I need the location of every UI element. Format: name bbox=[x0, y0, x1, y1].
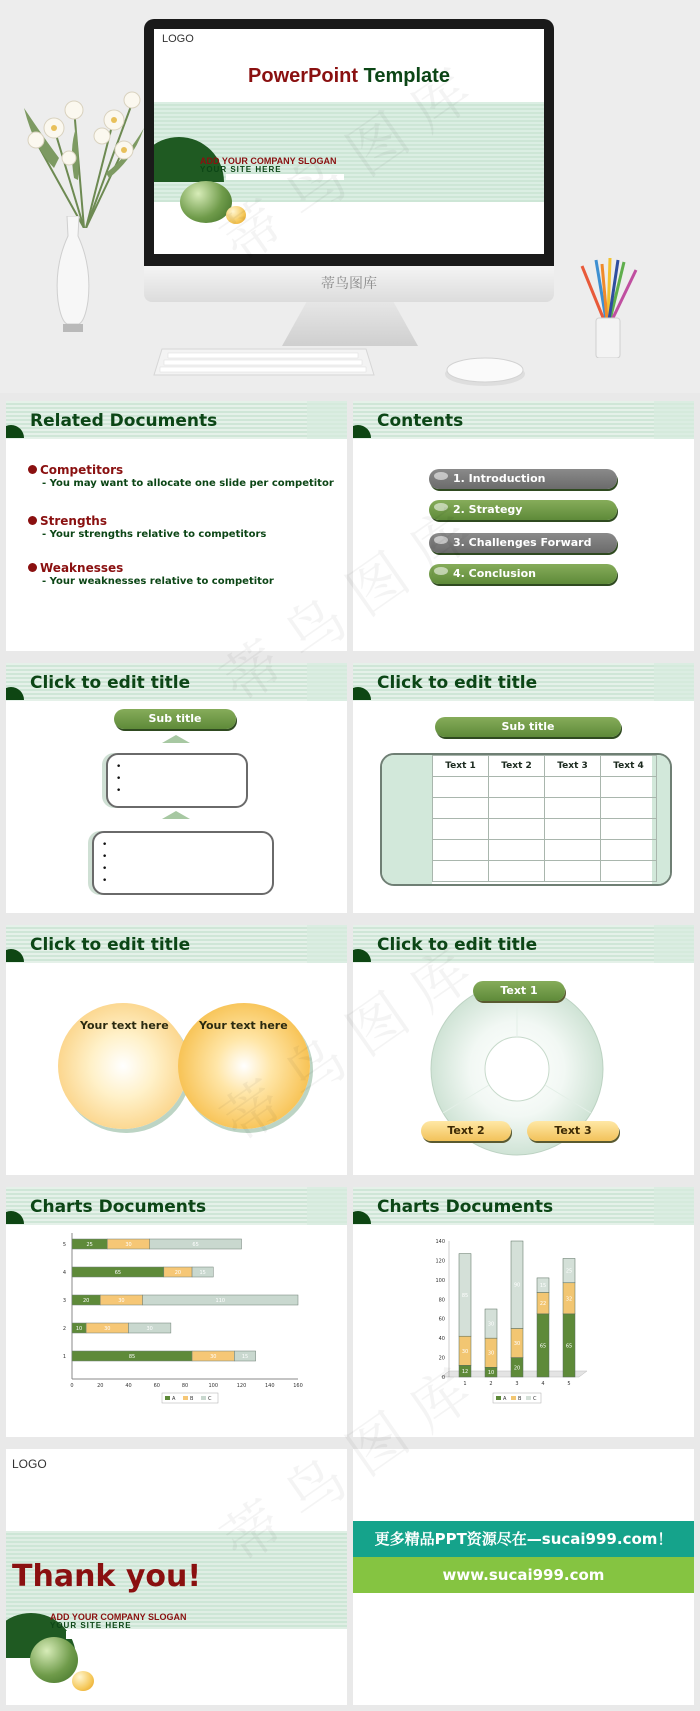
up-arrow-icon bbox=[162, 811, 190, 819]
y-tick-label: 80 bbox=[438, 1297, 445, 1304]
contents-item-challenges[interactable]: 3. Challenges Forward bbox=[429, 533, 617, 553]
slide-flow bbox=[6, 663, 347, 913]
data-label: 30 bbox=[210, 1354, 217, 1360]
final-divider bbox=[66, 1631, 196, 1639]
x-tick-label: 100 bbox=[208, 1383, 219, 1389]
list-item bbox=[28, 463, 334, 489]
ring-label-2[interactable]: Text 2 bbox=[421, 1121, 511, 1141]
monitor-chin: 蒂鸟图库 bbox=[144, 266, 554, 302]
list-item-head: Strengths bbox=[28, 514, 266, 528]
slide-title: Related Documents bbox=[30, 411, 218, 431]
orange-ball bbox=[72, 1671, 94, 1691]
legend-label: B bbox=[518, 1396, 522, 1402]
x-tick-label: 2 bbox=[489, 1381, 493, 1387]
contents-item-introduction[interactable]: 1. Introduction bbox=[429, 469, 617, 489]
data-label: 15 bbox=[199, 1270, 206, 1276]
hero-mockup bbox=[0, 0, 700, 393]
table-header-cell: Text 2 bbox=[489, 756, 545, 777]
data-label: 15 bbox=[539, 1283, 547, 1290]
data-label: 30 bbox=[461, 1348, 469, 1355]
green-ball bbox=[180, 181, 232, 223]
table-header-cell: Text 3 bbox=[545, 756, 601, 777]
data-label: 30 bbox=[146, 1326, 153, 1332]
data-label: 10 bbox=[75, 1326, 83, 1332]
screen-slogan: ADD YOUR COMPANY SLOGAN bbox=[200, 156, 337, 166]
pencil-cup-illustration bbox=[574, 258, 644, 358]
table-row bbox=[433, 861, 657, 882]
slide-ring bbox=[353, 925, 694, 1175]
slide-title: Charts Documents bbox=[377, 1197, 554, 1217]
bullet-item bbox=[102, 875, 272, 887]
data-label: 25 bbox=[565, 1268, 573, 1275]
bullet-icon bbox=[28, 465, 37, 474]
list-item-sub: - Your strengths relative to competitors bbox=[42, 529, 267, 540]
y-tick-label: 60 bbox=[438, 1316, 445, 1323]
y-tick-label: 1 bbox=[62, 1354, 66, 1360]
up-arrow-icon bbox=[162, 735, 190, 743]
bullet-item bbox=[102, 839, 272, 851]
table-header-cell: Text 1 bbox=[433, 756, 489, 777]
contents-item-strategy[interactable]: 2. Strategy bbox=[429, 500, 617, 520]
bullet-item bbox=[102, 863, 272, 875]
green-ball bbox=[30, 1637, 78, 1683]
table-header-row bbox=[433, 756, 657, 777]
data-label: 20 bbox=[82, 1298, 90, 1304]
data-label: 65 bbox=[539, 1343, 547, 1350]
slide-thank-you bbox=[6, 1449, 347, 1705]
subtitle-pill[interactable]: Sub title bbox=[114, 709, 236, 729]
data-label: 30 bbox=[487, 1321, 495, 1328]
bullet-item bbox=[102, 851, 272, 863]
column-chart bbox=[353, 1227, 694, 1437]
bullet-item bbox=[116, 761, 246, 773]
table-grid bbox=[432, 755, 657, 882]
x-tick-label: 4 bbox=[541, 1381, 545, 1387]
screen-title-part2: Template bbox=[363, 65, 450, 87]
bullet-icon bbox=[28, 516, 37, 525]
data-label: 32 bbox=[565, 1296, 573, 1303]
data-label: 30 bbox=[104, 1326, 111, 1332]
promo-banner-text[interactable]: 更多精品PPT资源尽在—sucai999.com！ bbox=[353, 1521, 694, 1557]
monitor-screen bbox=[154, 29, 544, 254]
legend-swatch bbox=[165, 1396, 170, 1400]
slide-title: Click to edit title bbox=[377, 673, 538, 693]
slide-contents bbox=[353, 401, 694, 651]
monitor-stand bbox=[282, 302, 418, 346]
y-tick-label: 2 bbox=[62, 1326, 66, 1332]
table-header-cell: Text 4 bbox=[601, 756, 657, 777]
table-row bbox=[433, 840, 657, 861]
x-tick-label: 120 bbox=[236, 1383, 247, 1389]
slide-column-chart bbox=[353, 1187, 694, 1437]
list-item-sub: - Your weaknesses relative to competitor bbox=[42, 576, 274, 587]
thank-you-text: Thank you! bbox=[12, 1559, 202, 1594]
y-tick-label: 4 bbox=[62, 1270, 66, 1276]
x-tick-label: 1 bbox=[463, 1381, 467, 1387]
data-label: 90 bbox=[513, 1282, 521, 1289]
y-tick-label: 100 bbox=[435, 1277, 445, 1284]
table-row bbox=[433, 777, 657, 798]
data-label: 65 bbox=[114, 1270, 122, 1276]
ring-label-1[interactable]: Text 1 bbox=[473, 981, 565, 1001]
data-label: 12 bbox=[461, 1369, 469, 1376]
slide-title: Click to edit title bbox=[30, 673, 191, 693]
x-tick-label: 0 bbox=[70, 1383, 74, 1389]
y-tick-label: 0 bbox=[441, 1375, 445, 1381]
x-tick-label: 140 bbox=[264, 1383, 275, 1389]
y-tick-label: 20 bbox=[438, 1355, 445, 1362]
highlight-dot bbox=[434, 472, 448, 480]
ring-label-3[interactable]: Text 3 bbox=[527, 1121, 619, 1141]
slide-related-documents bbox=[6, 401, 347, 651]
data-label: 85 bbox=[461, 1292, 469, 1299]
bullet-box-top bbox=[106, 753, 248, 808]
legend-label: B bbox=[190, 1396, 194, 1402]
slide-title: Click to edit title bbox=[30, 935, 191, 955]
legend-swatch bbox=[183, 1396, 188, 1400]
screen-title-part1: PowerPoint bbox=[248, 65, 359, 87]
data-label: 30 bbox=[125, 1242, 132, 1248]
screen-site: YOUR SITE HERE bbox=[200, 165, 282, 174]
legend-swatch bbox=[526, 1396, 531, 1400]
legend-swatch bbox=[201, 1396, 206, 1400]
legend-label: A bbox=[503, 1396, 507, 1402]
x-tick-label: 40 bbox=[125, 1383, 132, 1389]
orange-ball bbox=[226, 206, 246, 224]
bullet-icon bbox=[28, 563, 37, 572]
flowers-illustration bbox=[14, 88, 154, 228]
list-item bbox=[28, 514, 266, 540]
data-label: 15 bbox=[241, 1354, 249, 1360]
list-item-head: Competitors bbox=[28, 463, 334, 477]
slide-promo bbox=[353, 1449, 694, 1705]
screen-title bbox=[154, 65, 544, 88]
data-label: 30 bbox=[118, 1298, 125, 1304]
y-tick-label: 40 bbox=[438, 1336, 445, 1343]
bullet-box-bottom bbox=[92, 831, 274, 895]
highlight-dot bbox=[434, 567, 448, 575]
legend-swatch bbox=[511, 1396, 516, 1400]
list-item bbox=[28, 561, 274, 587]
venn-right-label: Your text here bbox=[199, 1019, 288, 1032]
x-tick-label: 5 bbox=[567, 1381, 571, 1387]
final-slogan: ADD YOUR COMPANY SLOGAN bbox=[50, 1612, 187, 1622]
final-logo: LOGO bbox=[12, 1457, 47, 1471]
highlight-dot bbox=[434, 503, 448, 511]
legend-label: A bbox=[172, 1396, 176, 1402]
contents-item-conclusion[interactable]: 4. Conclusion bbox=[429, 564, 617, 584]
y-tick-label: 120 bbox=[435, 1258, 445, 1265]
x-tick-label: 3 bbox=[515, 1381, 519, 1387]
screen-logo: LOGO bbox=[162, 33, 194, 45]
screen-divider bbox=[226, 174, 344, 180]
promo-site-link[interactable]: www.sucai999.com bbox=[353, 1557, 694, 1593]
data-label: 65 bbox=[565, 1343, 573, 1350]
mouse-illustration bbox=[444, 356, 526, 388]
final-site: YOUR SITE HERE bbox=[50, 1621, 132, 1630]
legend-label: C bbox=[533, 1396, 537, 1402]
x-tick-label: 60 bbox=[153, 1383, 160, 1389]
data-label: 25 bbox=[86, 1242, 93, 1248]
slide-title: Click to edit title bbox=[377, 935, 538, 955]
table-left-band bbox=[382, 755, 432, 884]
legend-label: C bbox=[208, 1396, 212, 1402]
x-tick-label: 160 bbox=[293, 1383, 303, 1389]
slide-bar-chart bbox=[6, 1187, 347, 1437]
data-label: 20 bbox=[513, 1365, 521, 1372]
data-label: 22 bbox=[539, 1301, 547, 1308]
y-tick-label: 3 bbox=[62, 1298, 66, 1304]
subtitle-pill[interactable]: Sub title bbox=[435, 717, 621, 737]
list-item-sub: - You may want to allocate one slide per competitor bbox=[42, 478, 334, 489]
slide-title: Charts Documents bbox=[30, 1197, 207, 1217]
x-tick-label: 20 bbox=[97, 1383, 104, 1389]
bullet-item bbox=[116, 773, 246, 785]
data-table bbox=[380, 753, 672, 886]
data-label: 30 bbox=[487, 1350, 495, 1357]
y-tick-label: 5 bbox=[62, 1242, 66, 1248]
bullet-item bbox=[116, 785, 246, 797]
slide-venn bbox=[6, 925, 347, 1175]
keyboard-illustration bbox=[152, 347, 376, 377]
data-label: 85 bbox=[128, 1354, 136, 1360]
highlight-dot bbox=[434, 536, 448, 544]
y-tick-label: 140 bbox=[435, 1239, 445, 1245]
venn-left-label: Your text here bbox=[80, 1019, 169, 1032]
data-label: 110 bbox=[215, 1298, 226, 1304]
x-tick-label: 80 bbox=[181, 1383, 189, 1389]
legend-swatch bbox=[496, 1396, 501, 1400]
slide-table bbox=[353, 663, 694, 913]
list-item-head: Weaknesses bbox=[28, 561, 274, 575]
horizontal-bar-chart bbox=[6, 1227, 347, 1437]
data-label: 30 bbox=[513, 1341, 521, 1347]
monitor-frame bbox=[144, 19, 554, 266]
table-row bbox=[433, 819, 657, 840]
vase-illustration bbox=[52, 216, 94, 336]
data-label: 20 bbox=[174, 1270, 182, 1276]
table-row bbox=[433, 798, 657, 819]
slide-title: Contents bbox=[377, 411, 464, 431]
data-label: 65 bbox=[192, 1242, 199, 1248]
data-label: 10 bbox=[487, 1370, 495, 1377]
